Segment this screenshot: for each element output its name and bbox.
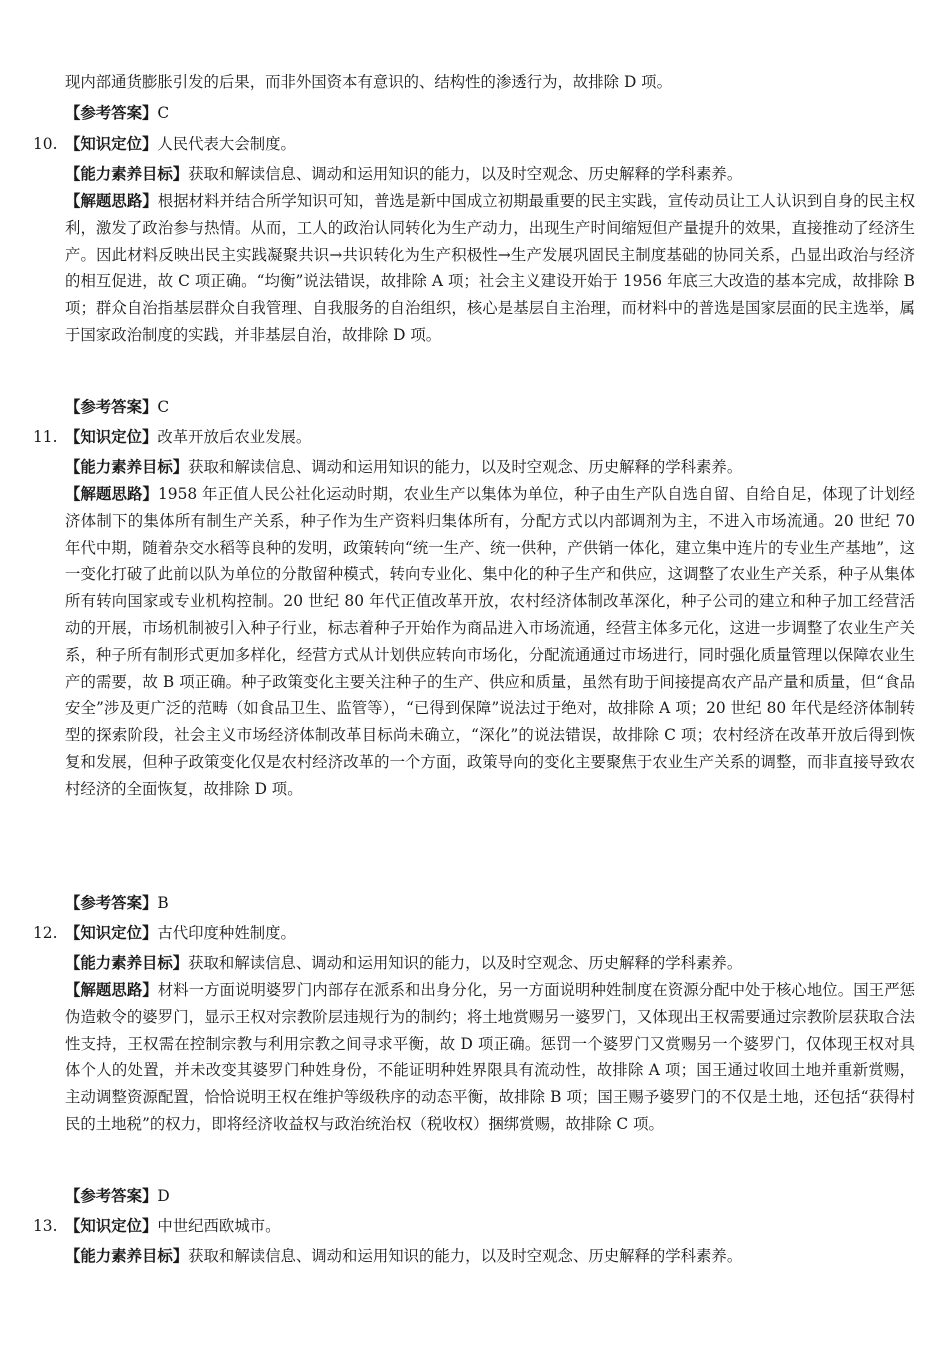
analysis-text: 1958 年正值人民公社化运动时期，农业生产以集体为单位，种子由生产队自选自留、自给自足，体现了计划经济体制下的集体所有制生产关系，种子作为生产资料归集体所有，分配方式以内部调剂为主，不进入市场流通。20 世纪 70 年代中期，随着杂交水稻等良种的发明，政策转向“统一生产、统一供种，产供销一体化，建立集中连片的专业生产基地”，这一变化打破了此前以队为单位的分散留种模式，转向专业化、集中化的种子生产和供应，这调整了农业生产关系，种子从集体所有转向国家或专业机构控制。20 世纪 80 年代正值改革开放，农村经济体制改革深化，种子公司的建立和种子加工经营活动的开展，市场机制被引入种子行业，标志着种子开始作为商品进入市场流通，经营主体多元化，这进一步调整了农业生产关系，种子所有制形式更加多样化，经营方式从计划供应转向市场化，分配流通通过市场进行，同时强化质量管理以保障农业生产的需要，故 B 项正确。种子政策变化主要关注种子的生产、供应和质量，虽然有助于间接提高农产品产量和质量，但“食品安全”涉及更广泛的范畴（如食品卫生、监管等），“已得到保障”说法过于绝对，故排除 A 项；20 世纪 80 年代是经济体制转型的探索阶段，社会主义市场经济体制改革目标尚未确立，“深化”的说法错误，故排除 C 项；农村经济在改革开放后得到恢复和发展，但种子政策变化仅是农村经济改革的一个方面，政策导向的变化主要聚焦于农业生产关系的调整，而非直接导致农村经济的全面恢复，故排除 D 项。 [65,485,916,798]
knowledge-tag: 【知识定位】 [65,1217,158,1235]
ability-tag: 【能力素养目标】 [65,165,189,183]
analysis-text: 根据材料并结合所学知识可知，普选是新中国成立初期最重要的民主实践，宣传动员让工人认识到自身的民主权利，激发了政治参与热情。从而，工人的政治认同转化为生产动力，出现生产时间缩短但产量提升的效果，直接推动了经济生产。因此材料反映出民主实践凝聚共识→共识转化为生产积极性→生产发展巩固民主制度基础的协同关系，凸显出政治与经济的相互促进，故 C 项正确。“均衡”说法错误，故排除 A 项；社会主义建设开始于 1956 年底三大改造的基本完成，故排除 B 项；群众自治指基层群众自我管理、自我服务的自治组织，核心是基层自主治理，而材料中的普选是国家层面的民主选举，属于国家政治制度的实践，并非基层自治，故排除 D 项。 [65,192,915,344]
answer-tag: 【参考答案】 [65,1187,158,1205]
knowledge-line [65,131,915,157]
knowledge-tag: 【知识定位】 [65,428,158,446]
knowledge-text: 人民代表大会制度。 [157,135,296,153]
ability-text: 获取和解读信息、调动和运用知识的能力，以及时空观念、历史解释的学科素养。 [188,954,743,972]
answer-value: C [157,398,170,416]
analysis-tag: 【解题思路】 [65,981,158,999]
knowledge-tag: 【知识定位】 [65,135,158,153]
analysis-text: 材料一方面说明婆罗门内部存在派系和出身分化，另一方面说明种姓制度在资源分配中处于核心地位。国王严惩伪造敕令的婆罗门，显示王权对宗教阶层违规行为的制约；将土地赏赐另一婆罗门，又体现出王权需要通过宗教阶层获取合法性支持，王权需在控制宗教与利用宗教之间寻求平衡，故 D 项正确。惩罚一个婆罗门又赏赐另一个婆罗门，仅体现王权对具体个人的处置，并未改变其婆罗门种姓身份，不能证明种姓界限具有流动性，故排除 A 项；国王通过收回土地并重新赏赐，主动调整资源配置，恰恰说明王权在维护等级秩序的动态平衡，故排除 B 项；国王赐予婆罗门的不仅是土地，还包括“获得村民的土地税”的权力，即将经济收益权与政治统治权（税收权）捆绑赏赐，故排除 C 项。 [65,981,915,1133]
answer-tag: 【参考答案】 [65,104,158,122]
analysis-tag: 【解题思路】 [65,192,158,210]
intro-answer [65,100,915,126]
ability-line [65,950,915,976]
answer-tag: 【参考答案】 [65,894,158,912]
answer-value: D [157,1187,170,1205]
question-number: 13. [33,1217,58,1235]
question-number: 11. [33,428,58,446]
ability-tag: 【能力素养目标】 [65,458,189,476]
ability-tag: 【能力素养目标】 [65,954,189,972]
ability-tag: 【能力素养目标】 [65,1247,189,1265]
ability-line [65,454,915,480]
analysis-paragraph [65,977,915,1138]
answer-line [65,890,915,916]
analysis-paragraph [65,481,915,803]
intro-line: 现内部通货膨胀引发的后果，而非外国资本有意识的、结构性的渗透行为，故排除 D 项。 [65,73,672,91]
answer-value: B [157,894,169,912]
ability-line [65,1243,915,1269]
knowledge-line [65,424,915,450]
answer-line [65,1183,915,1209]
question-number: 10. [33,135,58,153]
knowledge-line [65,920,915,946]
ability-text: 获取和解读信息、调动和运用知识的能力，以及时空观念、历史解释的学科素养。 [188,165,743,183]
ability-text: 获取和解读信息、调动和运用知识的能力，以及时空观念、历史解释的学科素养。 [188,458,743,476]
knowledge-line [65,1213,915,1239]
analysis-tag: 【解题思路】 [65,485,158,503]
question-number: 12. [33,924,58,942]
knowledge-text: 古代印度种姓制度。 [157,924,296,942]
answer-tag: 【参考答案】 [65,398,158,416]
answer-value: C [157,104,170,122]
ability-line [65,161,915,187]
answer-line [65,394,915,420]
ability-text: 获取和解读信息、调动和运用知识的能力，以及时空观念、历史解释的学科素养。 [188,1247,743,1265]
analysis-paragraph [65,188,915,349]
knowledge-text: 中世纪西欧城市。 [157,1217,281,1235]
knowledge-tag: 【知识定位】 [65,924,158,942]
knowledge-text: 改革开放后农业发展。 [157,428,312,446]
